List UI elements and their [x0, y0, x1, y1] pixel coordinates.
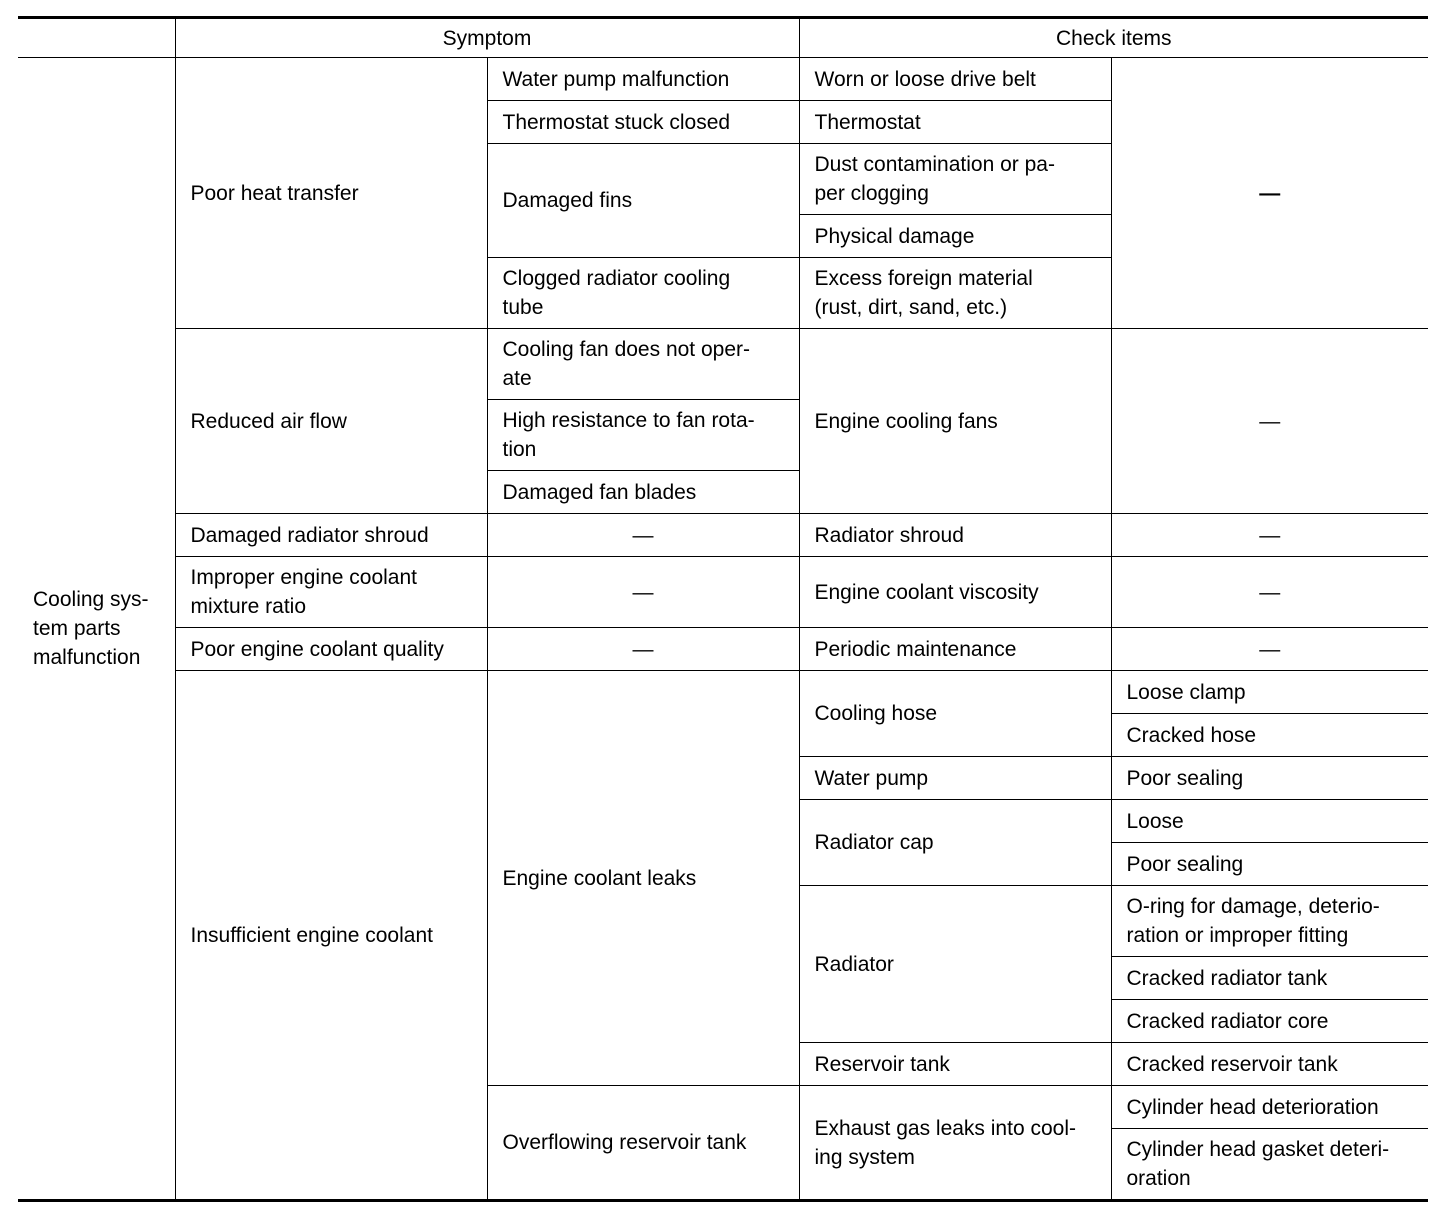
- cause-cell: High resistance to fan rota- tion: [487, 400, 799, 471]
- check-item-cell: Periodic maintenance: [799, 628, 1111, 671]
- cause-coolant-leaks: Engine coolant leaks: [487, 671, 799, 1086]
- check-item-cell: Water pump: [799, 757, 1111, 800]
- check-item-cell: Engine coolant viscosity: [799, 557, 1111, 628]
- check-item-cell: Thermostat: [799, 101, 1111, 144]
- detail-cell: Cylinder head gasket deteri- oration: [1111, 1129, 1428, 1201]
- detail-cell: Poor sealing: [1111, 843, 1428, 886]
- symptom-poor-quality: Poor engine coolant quality: [175, 628, 487, 671]
- category-cell: [18, 58, 175, 1201]
- table-row: [18, 58, 1428, 101]
- detail-cell: Cracked hose: [1111, 714, 1428, 757]
- cause-cell: Cooling fan does not oper- ate: [487, 329, 799, 400]
- dash-cell: —: [487, 514, 799, 557]
- dash-cell: —: [487, 557, 799, 628]
- detail-cell: Cracked radiator tank: [1111, 957, 1428, 1000]
- symptom-poor-heat-transfer: Poor heat transfer: [175, 58, 487, 329]
- detail-cell: Poor sealing: [1111, 757, 1428, 800]
- cause-cell: Water pump malfunction: [487, 58, 799, 101]
- dash-cell: —: [487, 628, 799, 671]
- check-item-cell: Exhaust gas leaks into cool- ing system: [799, 1086, 1111, 1201]
- cause-cell: Clogged radiator cooling tube: [487, 258, 799, 329]
- symptom-improper-mixture: Improper engine coolant mixture ratio: [175, 557, 487, 628]
- cause-cell: Thermostat stuck closed: [487, 101, 799, 144]
- header-check-items: Check items: [799, 18, 1428, 58]
- table-row: [18, 628, 1428, 671]
- cause-cell: Damaged fins: [487, 144, 799, 258]
- dash-cell: —: [1111, 329, 1428, 514]
- check-item-cell: Dust contamination or pa- per clogging: [799, 144, 1111, 215]
- detail-cell: Cylinder head deterioration: [1111, 1086, 1428, 1129]
- check-item-cell: Radiator cap: [799, 800, 1111, 886]
- check-item-cell: Physical damage: [799, 215, 1111, 258]
- cause-cell: Damaged fan blades: [487, 471, 799, 514]
- check-item-cell: Radiator shroud: [799, 514, 1111, 557]
- detail-cell: Cracked radiator core: [1111, 1000, 1428, 1043]
- check-item-cell: Cooling hose: [799, 671, 1111, 757]
- table-row: [18, 557, 1428, 628]
- check-item-cell: Radiator: [799, 886, 1111, 1043]
- check-item-cell: Reservoir tank: [799, 1043, 1111, 1086]
- detail-cell: Cracked reservoir tank: [1111, 1043, 1428, 1086]
- check-item-cell: Excess foreign material (rust, dirt, sand, etc.): [799, 258, 1111, 329]
- header-symptom: Symptom: [175, 18, 799, 58]
- table-row: [18, 671, 1428, 714]
- table-row: [18, 329, 1428, 400]
- symptom-reduced-air-flow: Reduced air flow: [175, 329, 487, 514]
- symptom-damaged-shroud: Damaged radiator shroud: [175, 514, 487, 557]
- dash-cell: —: [1111, 628, 1428, 671]
- detail-cell: O-ring for damage, deterio- ration or improper fitting: [1111, 886, 1428, 957]
- dash-cell: —: [1111, 58, 1428, 329]
- symptom-insufficient-coolant: Insufficient engine coolant: [175, 671, 487, 1201]
- category-label: Cooling sys- tem parts malfunction: [33, 588, 149, 669]
- dash-cell: —: [1111, 514, 1428, 557]
- table-row: [18, 514, 1428, 557]
- detail-cell: Loose clamp: [1111, 671, 1428, 714]
- dash-cell: —: [1111, 557, 1428, 628]
- cause-overflowing-reservoir: Overflowing reservoir tank: [487, 1086, 799, 1201]
- check-item-cell: Engine cooling fans: [799, 329, 1111, 514]
- diagnosis-table: [18, 16, 1428, 1202]
- header-blank-cell: [18, 18, 175, 58]
- detail-cell: Loose: [1111, 800, 1428, 843]
- check-item-cell: Worn or loose drive belt: [799, 58, 1111, 101]
- header-row: [18, 18, 1428, 58]
